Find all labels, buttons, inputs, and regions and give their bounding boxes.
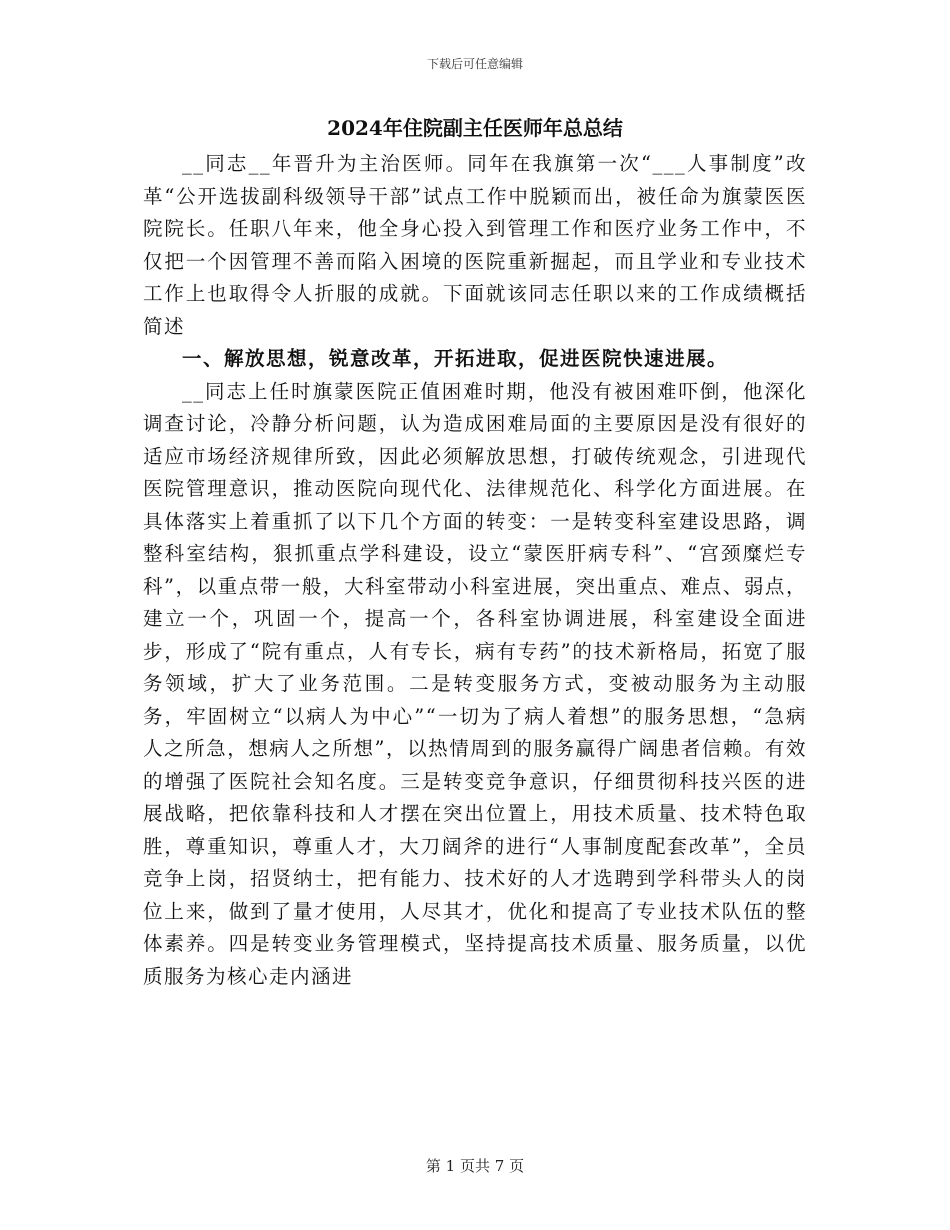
header-note: 下载后可任意编辑 (426, 57, 523, 71)
page-footer: 第 1 页共 7 页 (425, 1157, 525, 1175)
section-paragraph: __同志上任时旗蒙医院正值困难时期，他没有被困难吓倒，他深化调查讨论，冷静分析问题，认为造成困难局面的主要原因是没有很好的适应市场经济规律所致，因此必须解放思想，打破传统观念，引进现代医院管理意识，推动医院向现代化、法律规范化、科学化方面进展。在具体落实上着重抓了以下几个方面的转变：一是转变科室建设思路，调整科室结构，狠抓重点学科建设，设立“蒙医肝病专科”、“宫颈糜烂专科”，以重点带一般，大科室带动小科室进展，突出重点、难点、弱点，建立一个，巩固一个，提高一个，各科室协调进展，科室建设全面进步，形成了“院有重点，人有专长，病有专药”的技术新格局，拓宽了服务领域，扩大了业务范围。二是转变服务方式，变被动服务为主动服务，牢固树立“以病人为中心”“一切为了病人着想”的服务思想，“急病人之所急，想病人之所想”，以热情周到的服务赢得广阔患者信赖。有效的增强了医院社会知名度。三是转变竞争意识，仔细贯彻科技兴医的进展战略，把依靠科技和人才摆在突出位置上，用技术质量、技术特色取胜，尊重知识，尊重人才，大刀阔斧的进行“人事制度配套改革”，全员竞争上岗，招贤纳士，把有能力、技术好的人才选聘到学科带头人的岗位上来，做到了量才使用，人尽其才，优化和提高了专业技术队伍的整体素养。四是转变业务管理模式，坚持提高技术质量、服务质量，以优质服务为核心走内涵进 (143, 379, 807, 988)
section-heading: 一、解放思想，锐意改革，开拓进取，促进医院快速进展。 (182, 347, 729, 370)
document-title: 2024年住院副主任医师年总总结 (327, 116, 623, 140)
document-body (143, 148, 807, 993)
intro-paragraph: __同志__年晋升为主治医师。同年在我旗第一次“___人事制度”改革“公开选拔副科级领导干部”试点工作中脱颖而出，被任命为旗蒙医医院院长。任职八年来，他全身心投入到管理工作和医疗业务工作中，不仅把一个因管理不善而陷入困境的医院重新掘起，而且学业和专业技术工作上也取得令人折服的成就。下面就该同志任职以来的工作成绩概括简述 (143, 152, 807, 338)
